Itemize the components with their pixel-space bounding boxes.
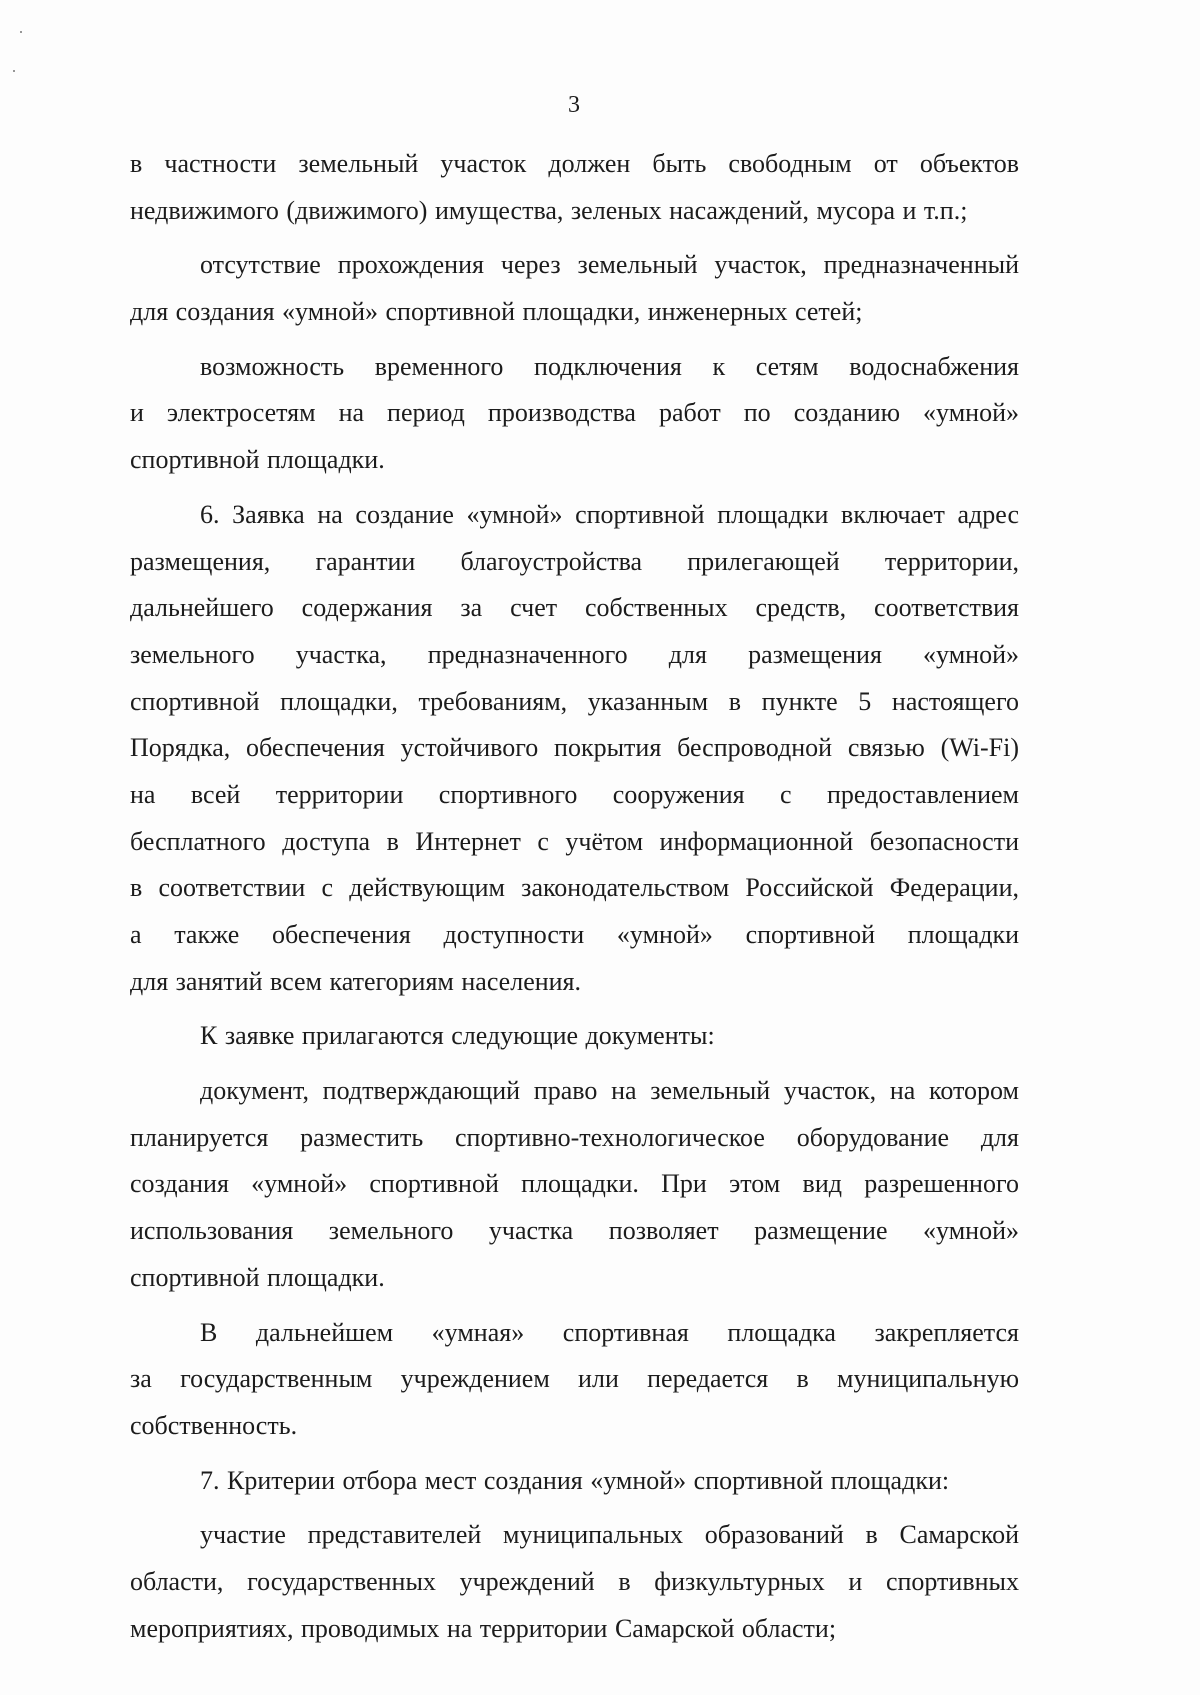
text-line: создания «умной» спортивной площадки. При этом вид разрешенного xyxy=(130,1169,1019,1199)
text-line: спортивной площадки. xyxy=(130,445,385,475)
text-line: 7. Критерии отбора мест создания «умной» спортивной площадки: xyxy=(200,1465,950,1495)
page-number: 3 xyxy=(568,92,580,118)
text-line: спортивной площадки, требованиям, указанным в пункте 5 настоящего xyxy=(130,686,1019,716)
scan-speck xyxy=(20,31,22,33)
text-line: документ, подтверждающий право на земельный участок, на котором xyxy=(200,1076,1019,1106)
text-line: в частности земельный участок должен быть свободным от объектов xyxy=(130,149,1019,178)
text-line: В дальнейшем «умная» спортивная площадка закрепляется xyxy=(200,1317,1019,1347)
text-line: на всей территории спортивного сооружения с предоставлением xyxy=(130,779,1019,809)
text-line: области, государственных учреждений в физкультурных и спортивных xyxy=(130,1566,1019,1596)
text-line: Порядка, обеспечения устойчивого покрытия беспроводной связью (Wi-Fi) xyxy=(130,733,1019,763)
text-line: 6. Заявка на создание «умной» спортивной площадки включает адрес xyxy=(200,499,1019,529)
text-line: мероприятиях, проводимых на территории Самарской области; xyxy=(130,1613,837,1643)
text-line: земельного участка, предназначенного для размещения «умной» xyxy=(130,639,1019,669)
text-line: размещения, гарантии благоустройства прилегающей территории, xyxy=(130,546,1019,576)
text-line: за государственным учреждением или передается в муниципальную xyxy=(130,1364,1019,1394)
text-line: спортивной площадки. xyxy=(130,1262,385,1292)
text-line: недвижимого (движимого) имущества, зеленых насаждений, мусора и т.п.; xyxy=(130,195,968,225)
text-line: К заявке прилагаются следующие документы: xyxy=(200,1021,715,1051)
scan-speck xyxy=(13,70,15,72)
text-line: собственность. xyxy=(130,1410,298,1440)
text-line: планируется разместить спортивно-технологическое оборудование для xyxy=(130,1122,1019,1152)
document-body xyxy=(130,141,1019,1652)
text-line: возможность временного подключения к сетям водоснабжения xyxy=(200,351,1019,381)
text-line: использования земельного участка позволяет размещение «умной» xyxy=(130,1216,1019,1246)
text-line: дальнейшего содержания за счет собственных средств, соответствия xyxy=(130,593,1019,623)
text-line: и электросетям на период производства работ по созданию «умной» xyxy=(130,398,1019,428)
text-line: участие представителей муниципальных образований в Самарской xyxy=(200,1520,1019,1550)
text-line: для занятий всем категориям населения. xyxy=(130,966,582,996)
text-line: для создания «умной» спортивной площадки, инженерных сетей; xyxy=(130,297,863,327)
text-line: а также обеспечения доступности «умной» спортивной площадки xyxy=(130,920,1019,949)
text-line: в соответствии с действующим законодательством Российской Федерации, xyxy=(130,873,1019,903)
text-line: бесплатного доступа в Интернет с учётом информационной безопасности xyxy=(130,826,1019,856)
text-line: отсутствие прохождения через земельный участок, предназначенный xyxy=(200,250,1019,280)
